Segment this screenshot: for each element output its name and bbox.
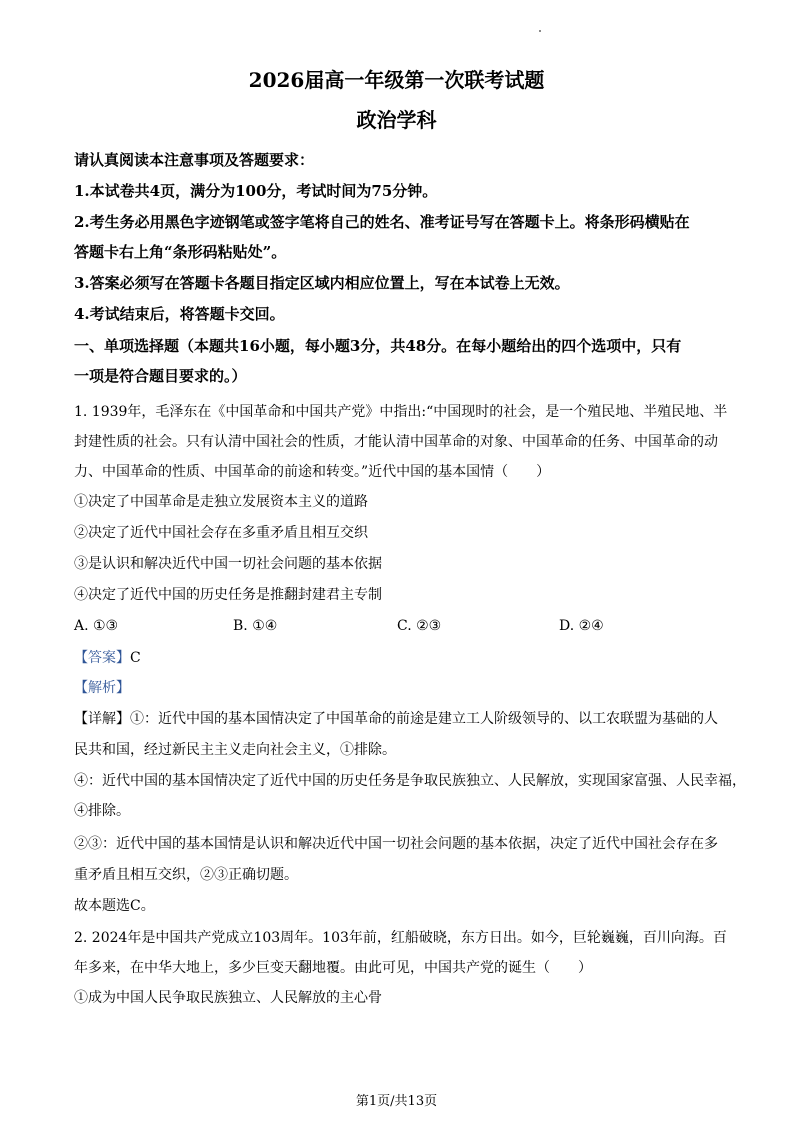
- q1-statement-4: ④决定了近代中国的历史任务是推翻封建君主专制: [74, 587, 382, 603]
- q1-answer: [74, 648, 730, 668]
- q1-explanation-line-3: ④：近代中国的基本国情决定了近代中国的历史任务是争取民族独立、人民解放，实现国家富强、人民幸福，: [74, 773, 746, 789]
- answer-value: C: [130, 650, 141, 666]
- section-heading: 一、单项选择题（本题共16小题，每小题3分，共48分。在每小题给出的四个选项中，只有: [74, 337, 682, 355]
- subject-title: 政治学科: [356, 108, 437, 132]
- explanation-text-1: ①：近代中国的基本国情决定了中国革命的前途是建立工人阶级领导的、以工农联盟为基础的人: [130, 711, 718, 727]
- q1-option-b: B. ①④: [233, 618, 278, 634]
- q1-option-a: A. ①③: [74, 618, 119, 634]
- q1-stem-line-1: 1. 1939年，毛泽东在《中国革命和中国共产党》中指出:“中国现时的社会，是一个殖民地、半殖民地、半: [74, 404, 728, 420]
- q2-statement-1: ①成为中国人民争取民族独立、人民解放的主心骨: [74, 990, 382, 1006]
- exam-title: 2026届高一年级第一次联考试题: [248, 68, 545, 92]
- q1-explanation-line-4: ④排除。: [74, 803, 130, 819]
- detail-label: 【详解】: [74, 711, 130, 727]
- q1-option-d: D. ②④: [559, 618, 604, 634]
- q1-explanation-line-2: 民共和国，经过新民主主义走向社会主义，①排除。: [74, 742, 396, 758]
- notice-item-1: 1.本试卷共4页，满分为100分，考试时间为75分钟。: [74, 182, 438, 200]
- q1-option-c: C. ②③: [397, 618, 442, 634]
- q1-statement-3: ③是认识和解决近代中国一切社会问题的基本依据: [74, 556, 382, 572]
- q2-stem-line-1: 2. 2024年是中国共产党成立103周年。103年前，红船破晓，东方日出。如今，巨轮巍巍，百川向海。百: [74, 930, 727, 946]
- notice-item-4: 4.考试结束后，将答题卡交回。: [74, 305, 285, 323]
- answer-label: 【答案】: [74, 650, 130, 666]
- q1-statement-2: ②决定了近代中国社会存在多重矛盾且相互交织: [74, 525, 368, 541]
- q1-stem-line-2: 封建性质的社会。只有认清中国社会的性质，才能认清中国革命的对象、中国革命的任务、中国革命的动: [74, 434, 718, 450]
- notice-item-2: 2.考生务必用黑色字迹钢笔或签字笔将自己的姓名、准考证号写在答题卡上。将条形码横贴在: [74, 213, 690, 231]
- q1-explanation-line-1: [74, 709, 730, 729]
- q1-stem-line-3: 力、中国革命的性质、中国革命的前途和转变。”近代中国的基本国情（ ）: [74, 464, 551, 480]
- analysis-label: 【解析】: [74, 680, 130, 696]
- notice-item-3: 3.答案必须写在答题卡各题目指定区域内相应位置上，写在本试卷上无效。: [74, 274, 570, 292]
- page-number: 第1页/共13页: [355, 1094, 438, 1109]
- q1-statement-1: ①决定了中国革命是走独立发展资本主义的道路: [74, 494, 368, 510]
- notice-item-2-cont: 答题卡右上角“条形码粘贴处”。: [74, 243, 287, 261]
- q1-explanation-line-6: 重矛盾且相互交织，②③正确切题。: [74, 867, 298, 883]
- notice-heading: 请认真阅读本注意事项及答题要求：: [74, 151, 315, 169]
- q1-conclusion: 故本题选C。: [74, 898, 155, 914]
- section-heading-cont: 一项是符合题目要求的。）: [74, 367, 247, 385]
- q1-explanation-line-5: ②③：近代中国的基本国情是认识和解决近代中国一切社会问题的基本依据，决定了近代中国社会存在多: [74, 836, 718, 852]
- q2-stem-line-2: 年多来，在中华大地上，多少巨变天翻地覆。由此可见，中国共产党的诞生（ ）: [74, 960, 592, 976]
- scan-dot: [539, 30, 541, 32]
